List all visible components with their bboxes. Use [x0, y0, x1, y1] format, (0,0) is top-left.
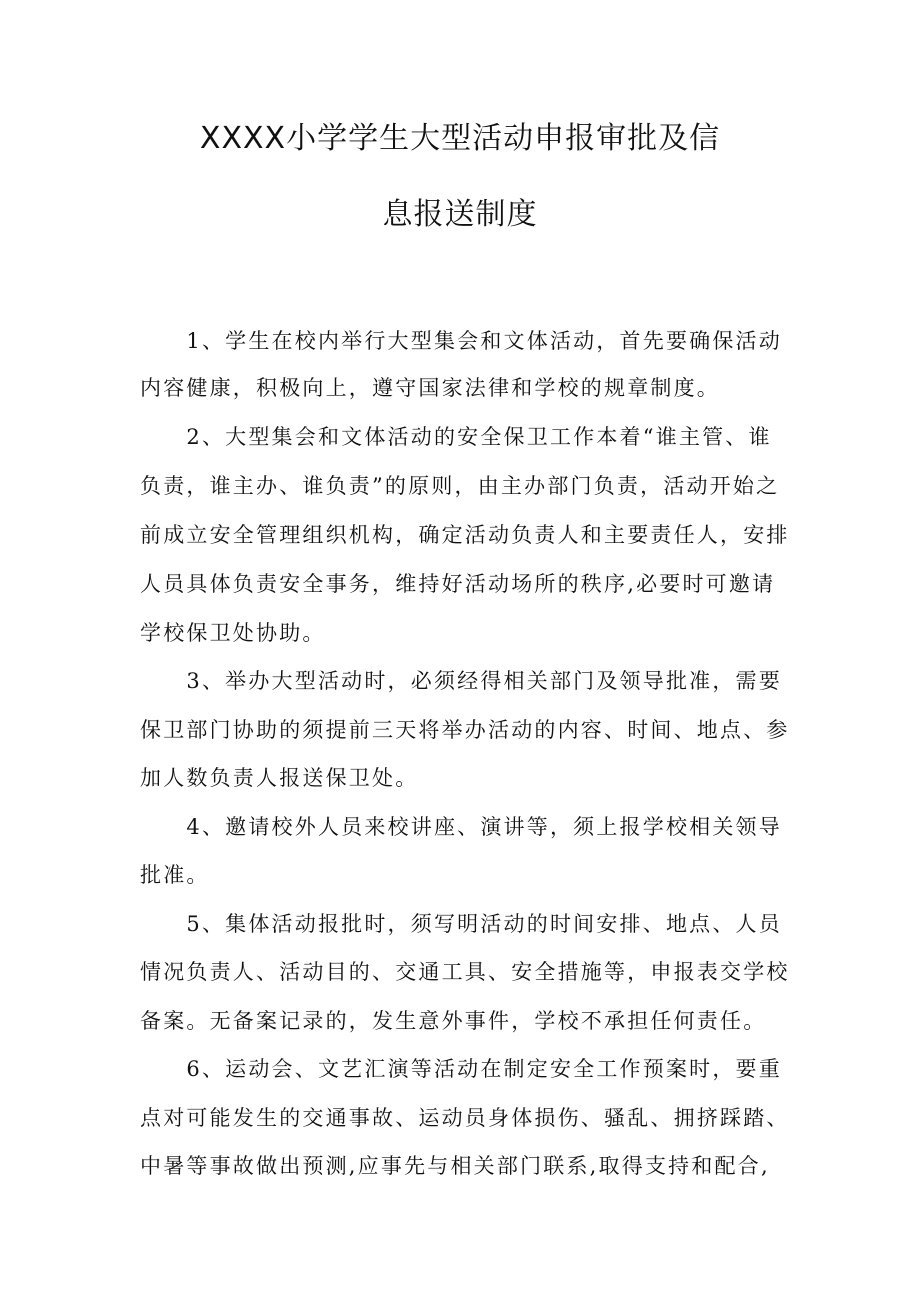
body-line: 加人数负责人报送保卫处。: [140, 766, 419, 790]
body-line: 2、大型集会和文体活动的安全保卫工作本着“谁主管、谁: [140, 425, 772, 449]
body-line: 5、集体活动报批时，须写明活动的时间安排、地点、人员: [140, 912, 782, 936]
body-line: 学校保卫处协助。: [140, 621, 326, 645]
body-line: 备案。无备案记录的，发生意外事件，学校不承担任何责任。: [140, 1009, 767, 1033]
body-line: 点对可能发生的交通事故、运动员身体损伤、骚乱、拥挤踩踏、: [140, 1106, 790, 1130]
body-line: 负责，谁主办、谁负责”的原则，由主办部门负责，活动开始之: [140, 474, 780, 498]
body-line: 3、举办大型活动时，必须经得相关部门及领导批准，需要: [140, 669, 782, 693]
body-line: 1、学生在校内举行大型集会和文体活动，首先要确保活动: [140, 329, 782, 353]
body-line: 内容健康，积极向上，遵守国家法律和学校的规章制度。: [140, 376, 720, 400]
body-line: 人员具体负责安全事务，维持好活动场所的秩序,必要时可邀请: [140, 572, 776, 596]
document-title-line-1: XXXX小学学生大型活动申报审批及信: [199, 121, 721, 156]
document-title-line-2: 息报送制度: [382, 197, 538, 232]
body-line: 中暑等事故做出预测,应事先与相关部门联系,取得支持和配合,: [140, 1154, 770, 1178]
body-line: 情况负责人、活动目的、交通工具、安全措施等，申报表交学校: [140, 960, 790, 984]
body-line: 保卫部门协助的须提前三天将举办活动的内容、时间、地点、参: [140, 718, 790, 742]
body-line: 6、运动会、文艺汇演等活动在制定安全工作预案时，要重: [140, 1057, 782, 1081]
body-line: 前成立安全管理组织机构，确定活动负责人和主要责任人，安排: [140, 523, 790, 547]
body-line: 4、邀请校外人员来校讲座、演讲等，须上报学校相关领导: [140, 815, 782, 839]
body-line: 批准。: [140, 863, 210, 887]
